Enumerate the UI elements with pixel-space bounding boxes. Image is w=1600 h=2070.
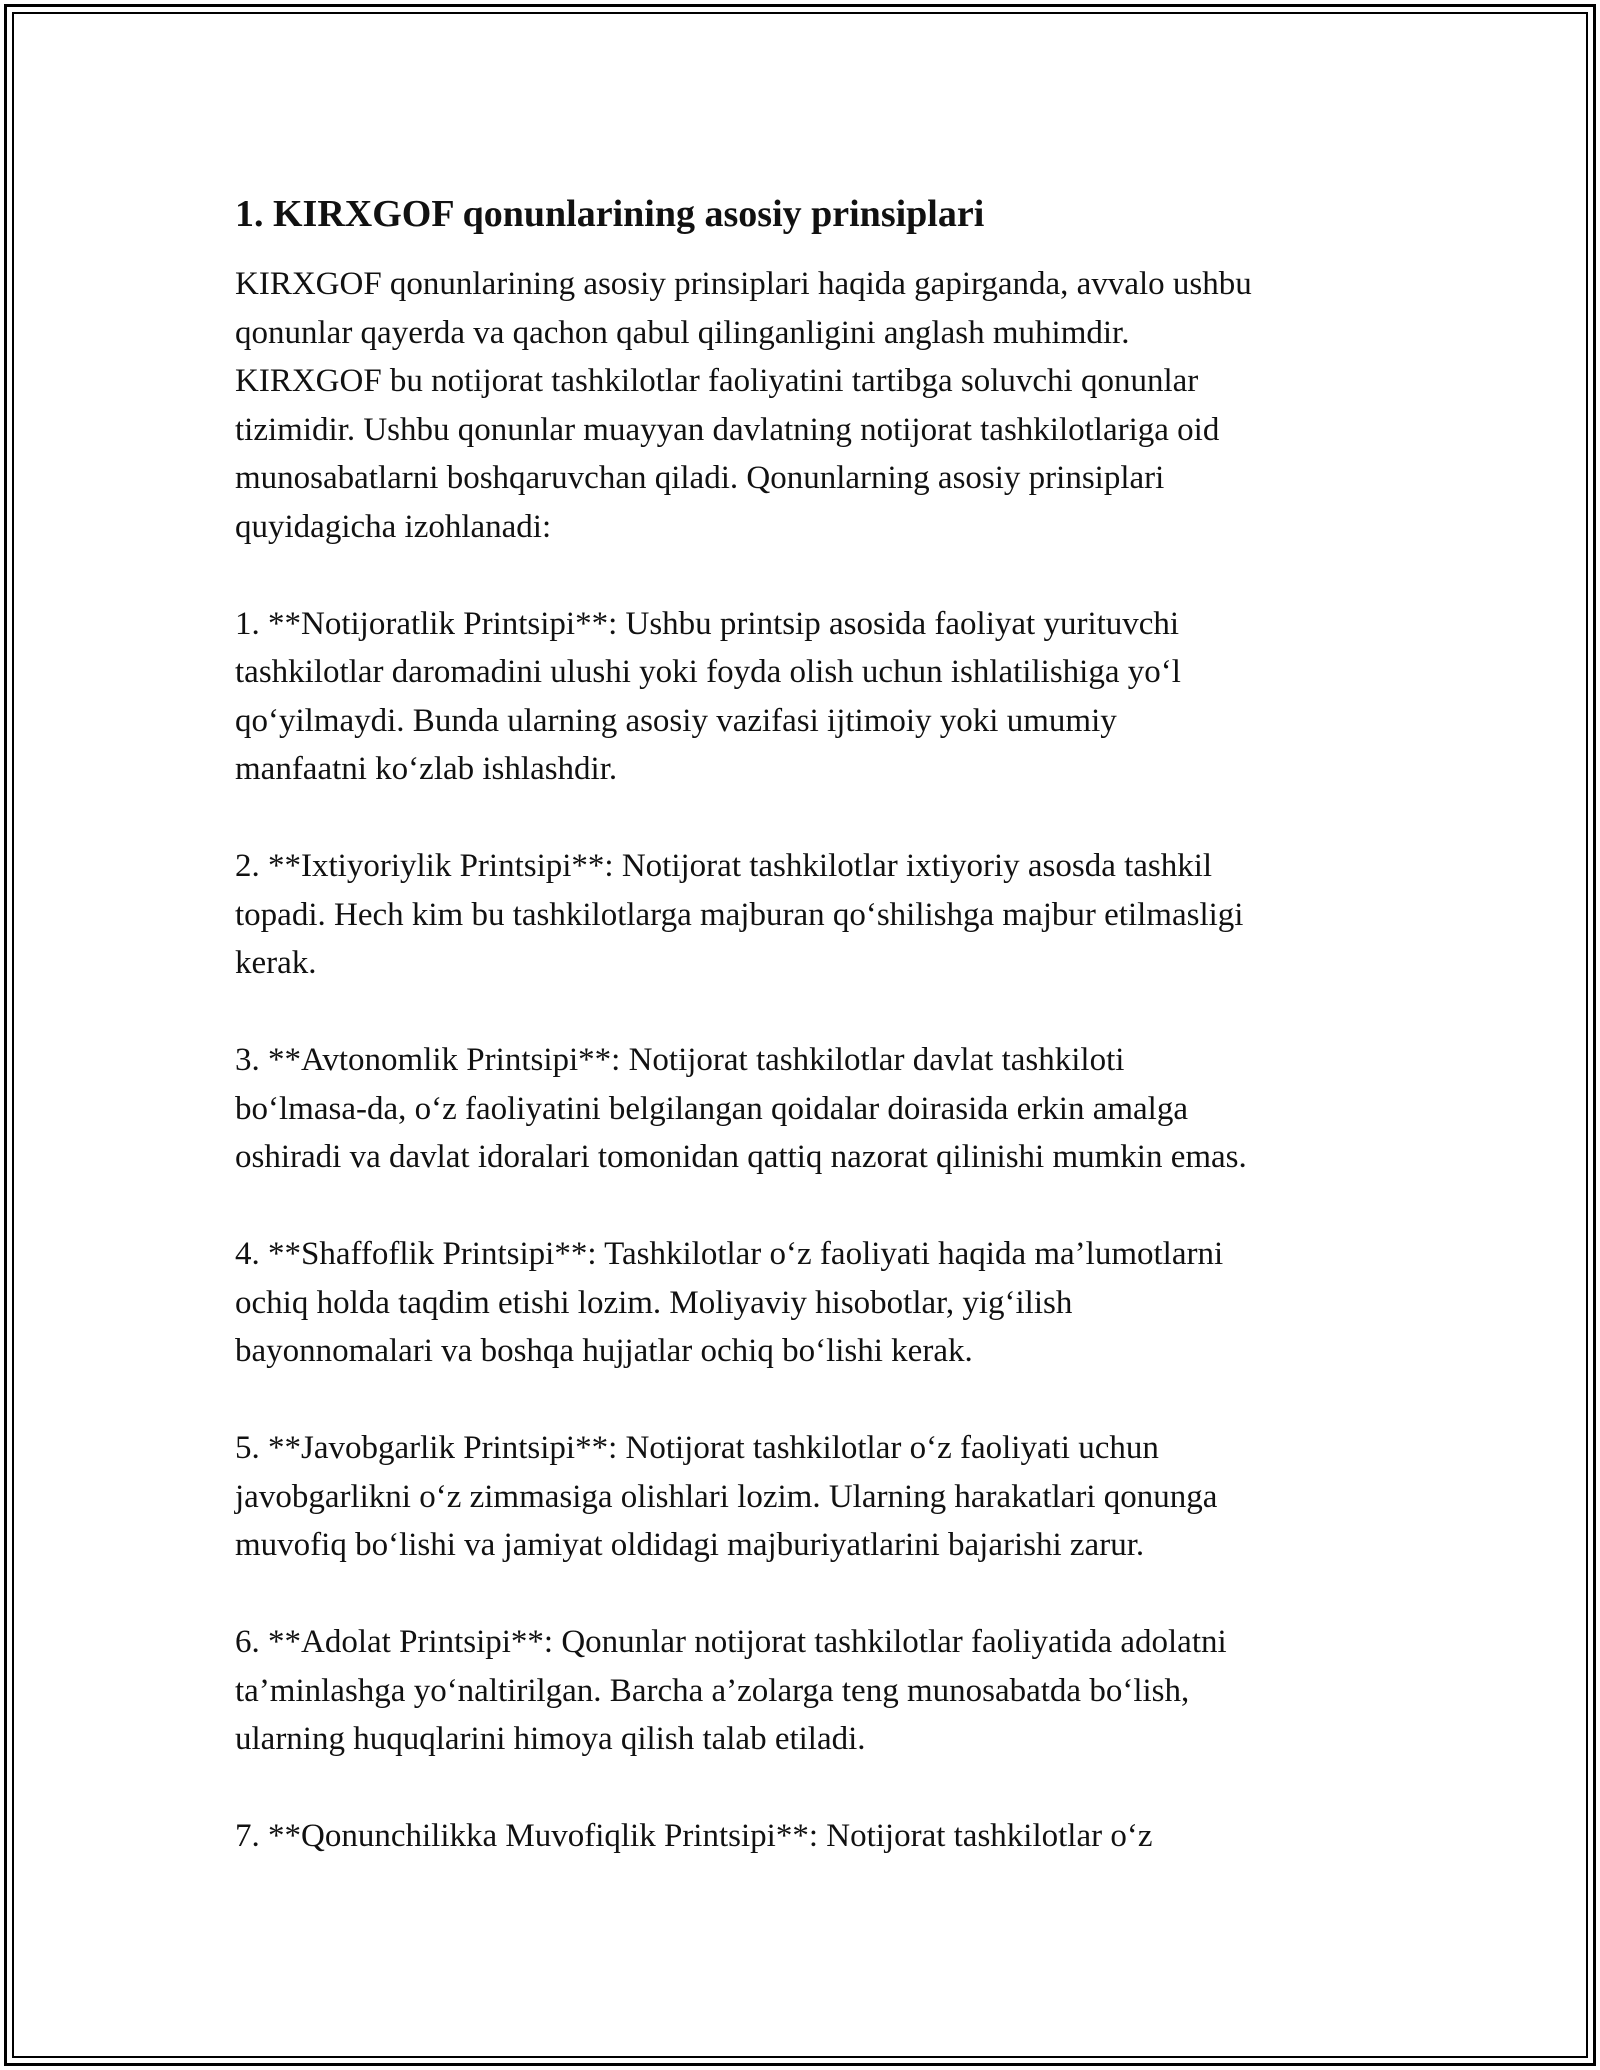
text-line: 3. **Avtonomlik Printsipi**: Notijorat tashkilotlar davlat tashkiloti	[235, 1042, 1125, 1078]
text-line: muvofiq bo‘lishi va jamiyat oldidagi majburiyatlarini bajarishi zarur.	[235, 1527, 1145, 1563]
text-line: 6. **Adolat Printsipi**: Qonunlar notijorat tashkilotlar faoliyatida adolatni	[235, 1624, 1227, 1660]
text-line: ta’minlashga yo‘naltirilgan. Barcha a’zolarga teng munosabatda bo‘lish,	[235, 1672, 1190, 1709]
principle-paragraph-6	[235, 1618, 1385, 1764]
text-line: 4. **Shaffoflik Printsipi**: Tashkilotlar o‘z faoliyati haqida ma’lumotlarni	[235, 1236, 1224, 1272]
text-line: qo‘yilmaydi. Bunda ularning asosiy vazifasi ijtimoiy yoki umumiy	[235, 702, 1117, 739]
text-line: ochiq holda taqdim etishi lozim. Moliyaviy hisobotlar, yig‘ilish	[235, 1284, 1073, 1321]
text-line: topadi. Hech kim bu tashkilotlarga majburan qo‘shilishga majbur etilmasligi	[235, 896, 1244, 933]
text-line: ularning huquqlarini himoya qilish talab etiladi.	[235, 1721, 866, 1757]
principle-paragraph-7	[235, 1812, 1385, 1861]
text-line: 7. **Qonunchilikka Muvofiqlik Printsipi**: Notijorat tashkilotlar o‘z	[235, 1818, 1153, 1854]
text-line: manfaatni ko‘zlab ishlashdir.	[235, 751, 618, 787]
text-line: qonunlar qayerda va qachon qabul qilinganligini anglash muhimdir.	[235, 314, 1130, 351]
principle-paragraph-2	[235, 842, 1385, 988]
text-line: tashkilotlar daromadini ulushi yoki foyda olish uchun ishlatilishiga yo‘l	[235, 654, 1181, 690]
document-body	[235, 190, 1385, 1861]
text-line: KIRXGOF bu notijorat tashkilotlar faoliyatini tartibga soluvchi qonunlar	[235, 363, 1199, 399]
principle-paragraph-3	[235, 1036, 1385, 1182]
text-line: KIRXGOF qonunlarining asosiy prinsiplari haqida gapirganda, avvalo ushbu	[235, 266, 1252, 302]
text-line: javobgarlikni o‘z zimmasiga olishlari lozim. Ularning harakatlari qonunga	[235, 1478, 1218, 1515]
text-line: oshiradi va davlat idoralari tomonidan qattiq nazorat qilinishi mumkin emas.	[235, 1139, 1247, 1175]
principle-paragraph-1	[235, 600, 1385, 794]
document-title: 1. KIRXGOF qonunlarining asosiy prinsiplari	[235, 193, 985, 235]
text-line: munosabatlarni boshqaruvchan qiladi. Qonunlarning asosiy prinsiplari	[235, 460, 1165, 496]
principle-paragraph-5	[235, 1424, 1385, 1570]
text-line: kerak.	[235, 945, 317, 981]
principle-paragraph-4	[235, 1230, 1385, 1376]
text-line: quyidagicha izohlanadi:	[235, 508, 552, 545]
text-line: tizimidir. Ushbu qonunlar muayyan davlatning notijorat tashkilotlariga oid	[235, 411, 1220, 448]
intro-paragraph	[235, 260, 1385, 551]
text-line: bo‘lmasa-da, o‘z faoliyatini belgilangan qoidalar doirasida erkin amalga	[235, 1090, 1188, 1127]
text-line: 5. **Javobgarlik Printsipi**: Notijorat tashkilotlar o‘z faoliyati uchun	[235, 1430, 1159, 1466]
text-line: bayonnomalari va boshqa hujjatlar ochiq bo‘lishi kerak.	[235, 1333, 973, 1369]
text-line: 1. **Notijoratlik Printsipi**: Ushbu printsip asosida faoliyat yurituvchi	[235, 605, 1180, 642]
text-line: 2. **Ixtiyoriylik Printsipi**: Notijorat tashkilotlar ixtiyoriy asosda tashkil	[235, 848, 1213, 884]
